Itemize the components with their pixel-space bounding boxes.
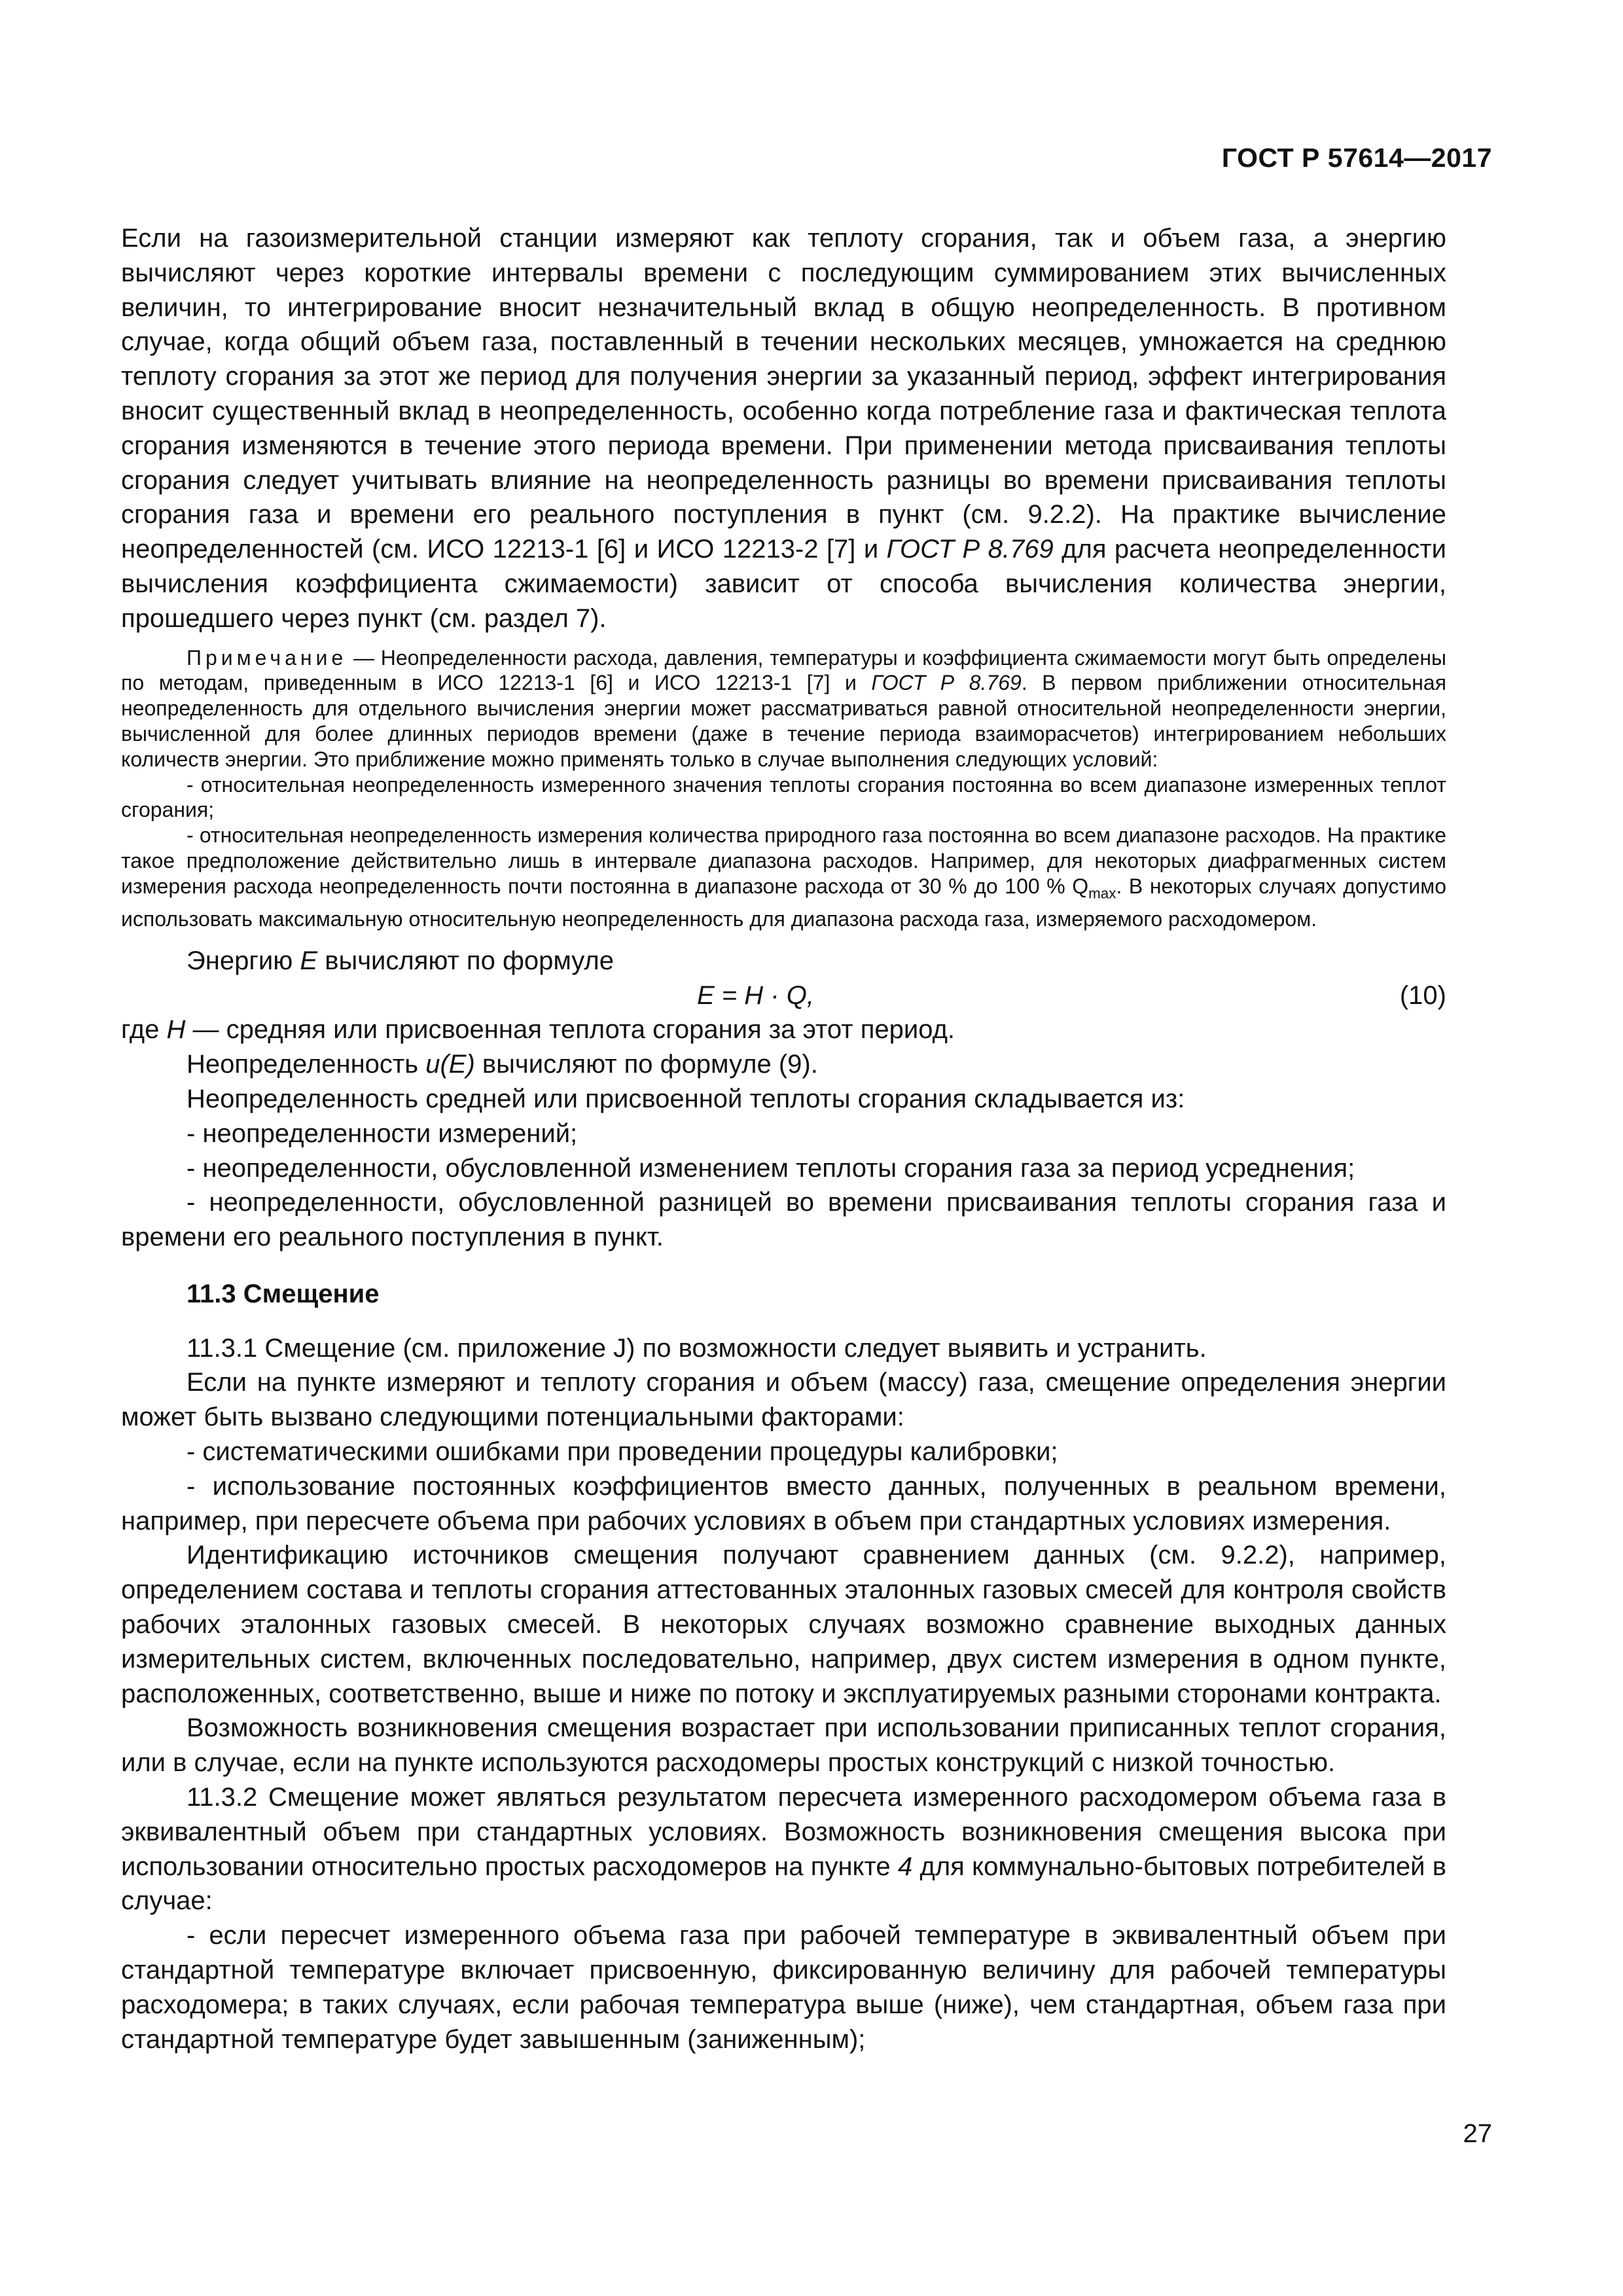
uncertainty-formula-ref [121,1047,1446,1082]
paragraph-5-text-a: 11.3.2 Смещение может являться результатом пересчета измеренного расходомером объема газа в эквивалентный объем при стандартных условиях. Возможность возникновения смещения высока при использовании относительно простых расходомеров на пункте [121,1783,1446,1881]
formula-10 [121,978,1446,1013]
section-paragraph-6: - если пересчет измеренного объема газа при рабочей температуре в эквивалентный объем при стандартной температуре включает присвоенную, фиксированную величину для рабочей температуры расходомера; в таких случаях, если рабочая температура выше (ниже), чем стандартная, объем газа при стандартной температуре будет завышенным (заниженным); [121,1921,1446,2054]
formula-number: (10) [1399,980,1446,1010]
page-content [121,221,1446,2056]
section-heading: 11.3 Смещение [187,1279,380,1308]
note-paragraph [121,645,1446,772]
intro-text-a: Если на газоизмерительной станции измеряют как теплоту сгорания, так и объем газа, а энергию вычисляют через короткие интервалы времени с последующим суммированием этих вычисленных величин, то интегрирование вносит незначительный вклад в общую неопределенность. В противном случае, когда общий объем газа, поставленный в течении нескольких месяцев, умножается на среднюю теплоту сгорания за этот же период для получения энергии за указанный период, эффект интегрирования вносит существенный вклад в неопределенность, особенно когда потребление газа и фактическая теплота сгорания изменяются в течение этого периода времени. При применении метода присваивания теплоты сгорания следует учитывать влияние на неопределенность разницы во времени присваивания теплоты сгорания газа и времени его реального поступления в пункт (см. 9.2.2). На практике вычисление неопределенностей (см. ИСО 12213-1 [6] и ИСО 12213-2 [7] и [121,224,1446,564]
component-item-1: - неопределенности измерений; [187,1119,578,1148]
paragraph-5-text-b: для коммунально-бытовых потребителей в случае: [121,1852,1446,1916]
section-paragraph-2: Если на пункте измеряют и теплоту сгорания и объем (массу) газа, смещение определения энергии может быть вызвано следующими потенциальными факторами: [121,1368,1446,1432]
section-paragraph-5 [121,1780,1446,1918]
formula-where [121,1013,1446,1047]
page-number: 27 [1463,2119,1492,2148]
note-condition-2-text-b: . В некоторых случаях допустимо использовать максимальную относительную неопределенность для диапазона расхода газа, измеряемого расходомером. [121,874,1447,931]
variable-u-e: u(E) [425,1050,475,1079]
note-subscript-max: max [1088,885,1116,902]
section-paragraph-3: Идентификацию источников смещения получают сравнением данных (см. 9.2.2), например, определением состава и теплоты сгорания аттестованных эталонных газовых смесей для контроля свойств рабочих эталонных газовых смесей. В некоторых случаях возможно сравнение выходных данных измерительных систем, включенных последовательно, например, двух систем измерения в одном пункте, расположенных, соответственно, выше и ниже по потоку и эксплуатируемых разными сторонами контракта. [121,1541,1446,1708]
uncertainty-text-b: вычисляют по формуле (9). [474,1050,818,1079]
variable-h: H [166,1015,186,1045]
section-paragraph-4: Возможность возникновения смещения возрастает при использовании приписанных теплот сгорания, или в случае, если на пункте используются расходомеры простых конструкций с низкой точностью. [121,1713,1446,1778]
section-11-3 [121,1277,1446,2057]
formula-expression: E = H · Q, [697,980,814,1010]
note-text-b: . В первом приближении относительная неопределенность для отдельного вычисления энергии может рассматриваться равной относительной неопределенности энергии, вычисленной для более длинных периодов времени (даже в течение периода взаиморасчетов) интегрированием небольших количеств энергии. Это приближение можно применять только в случае выполнения следующих условий: [121,671,1447,771]
energy-intro [121,944,1446,978]
note-label: Примечание [187,645,348,670]
note-standard-reference: ГОСТ Р 8.769 [871,671,1022,695]
component-item-2: - неопределенности, обусловленной изменением теплоты сгорания газа за период усреднения; [187,1153,1355,1183]
component-item-3: - неопределенности, обусловленной разницей во времени присваивания теплоты сгорания газа и времени его реального поступления в пункт. [121,1188,1446,1252]
uncertainty-text-a: Неопределенность [187,1050,426,1079]
factor-item-1: - систематическими ошибками при проведении процедуры калибровки; [187,1437,1058,1467]
note-condition-2-text-a: - относительная неопределенность измерения количества природного газа постоянна во всем диапазоне расходов. На практике такое предположение действительно лишь в интервале диапазона расходов. Например, для некоторых диафрагменных систем измерения расхода неопределенность почти постоянна в диапазоне расхода от 30 % до 100 % Q [121,823,1446,898]
variable-e: E [300,946,318,975]
energy-intro-text-b: вычисляют по формуле [317,946,615,975]
note-condition-1: - относительная неопределенность измеренного значения теплоты сгорания постоянна во всем диапазоне измеренных теплот сгорания; [121,772,1446,822]
components-intro: Неопределенность средней или присвоенной теплоты сгорания складывается из: [187,1084,1185,1113]
intro-paragraph [121,221,1446,636]
section-paragraph-1: 11.3.1 Смещение (см. приложение J) по возможности следует выявить и устранить. [187,1333,1207,1363]
note-condition-2 [121,823,1446,932]
note-text-a: — Неопределенности расхода, давления, температуры и коэффициента сжимаемости могут быть определены по методам, приведенным в ИСО 12213-1 [6] и ИСО 12213-1 [7] и [121,645,1446,695]
where-text-b: — средняя или присвоенная теплота сгорания за этот период. [185,1015,955,1045]
energy-block [121,944,1446,1255]
intro-standard-reference: ГОСТ Р 8.769 [886,535,1054,564]
document-number-header: ГОСТ Р 57614—2017 [1221,143,1492,173]
where-text-a: где [121,1015,167,1045]
note-block [121,645,1446,932]
intro-text-b: для расчета неопределенности вычисления коэффициента сжимаемости) зависит от способа вычисления количества энергии, прошедшего через пункт (см. раздел 7). [121,535,1447,633]
energy-intro-text-a: Энергию [187,946,300,975]
factor-item-2: - использование постоянных коэффициентов вместо данных, полученных в реальном времени, например, при пересчете объема при рабочих условиях в объем при стандартных условиях измерения. [121,1471,1446,1535]
point-number-italic: 4 [897,1852,913,1881]
